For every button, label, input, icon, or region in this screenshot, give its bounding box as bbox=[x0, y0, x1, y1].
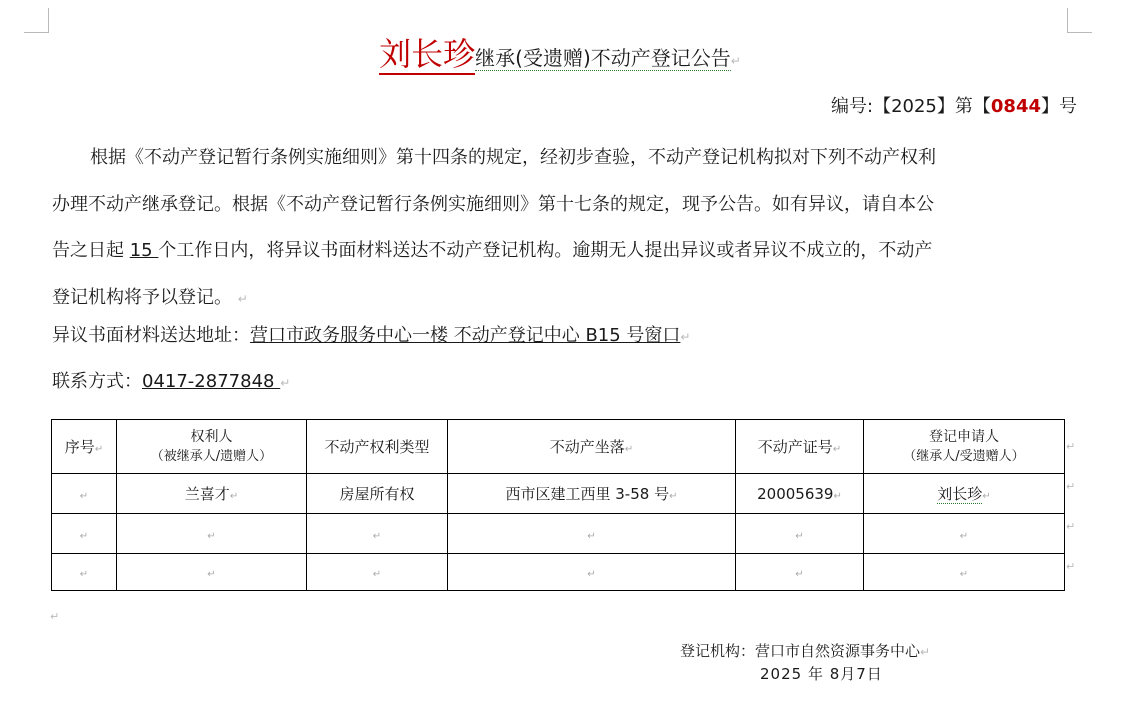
header-location: 不动产坐落↵ bbox=[448, 420, 736, 474]
objection-days: 15 bbox=[129, 240, 159, 261]
table-row bbox=[52, 514, 1065, 554]
cell-right-type: ↵ bbox=[307, 554, 448, 591]
contact-label: 联系方式： bbox=[52, 371, 142, 392]
paragraph-mark: ↵ bbox=[280, 376, 291, 390]
title-text: 继承(受遗赠)不动产登记公告 bbox=[475, 46, 731, 70]
body-line-1: 根据《不动产登记暂行条例实施细则》第十四条的规定，经初步查验，不动产登记机构拟对下列不动产权利 bbox=[90, 147, 936, 168]
address-value: 营口市政务服务中心一楼 不动产登记中心 B15 号窗口 bbox=[250, 325, 681, 346]
body-line-3-post: 个工作日内，将异议书面材料送达不动产登记机构。逾期无人提出异议或者异议不成立的，不动产 bbox=[158, 240, 933, 261]
cell-cert-no: 20005639↵ bbox=[736, 474, 864, 514]
body-line-2: 办理不动产继承登记。根据《不动产登记暂行条例实施细则》第十七条的规定，现予公告。如有异议，请自本公 bbox=[52, 193, 934, 215]
table-row bbox=[52, 554, 1065, 591]
page-corner-mark-top-right bbox=[1067, 8, 1092, 33]
header-seq: 序号↵ bbox=[52, 420, 117, 474]
serial-prefix: 编号:【2025】第【 bbox=[831, 96, 991, 117]
body-line-3 bbox=[52, 228, 1070, 275]
paragraph-mark: ↵ bbox=[50, 610, 60, 623]
cell-seq: ↵ bbox=[52, 514, 117, 554]
row-end-mark: ↵ bbox=[1066, 520, 1076, 533]
title-person-name: 刘长珍 bbox=[379, 35, 476, 73]
page-corner-mark-top-left bbox=[24, 8, 49, 33]
serial-number: 0844 bbox=[990, 96, 1041, 117]
cell-cert-no: ↵ bbox=[736, 554, 864, 591]
cell-location: ↵ bbox=[448, 554, 736, 591]
table-header-row bbox=[52, 420, 1065, 474]
cell-applicant: ↵ bbox=[864, 514, 1065, 554]
paragraph-mark: ↵ bbox=[730, 54, 741, 68]
notice-body-paragraph bbox=[52, 135, 1070, 321]
table-row bbox=[52, 474, 1065, 514]
serial-suffix: 】号 bbox=[1041, 96, 1077, 117]
cell-seq: ↵ bbox=[52, 554, 117, 591]
body-line-4 bbox=[52, 275, 1070, 322]
paragraph-mark: ↵ bbox=[237, 291, 248, 306]
cell-location: ↵ bbox=[448, 514, 736, 554]
cell-applicant: ↵ bbox=[864, 554, 1065, 591]
notice-title bbox=[0, 36, 1120, 72]
row-end-mark: ↵ bbox=[1066, 440, 1076, 453]
contact-value: 0417-2877848 bbox=[142, 371, 281, 392]
registration-table bbox=[51, 419, 1065, 591]
cell-location: 西市区建工西里 3-58 号↵ bbox=[448, 474, 736, 514]
serial-number-line bbox=[831, 92, 1077, 118]
cell-holder: 兰喜才↵ bbox=[117, 474, 307, 514]
row-end-mark: ↵ bbox=[1066, 480, 1076, 493]
cell-cert-no: ↵ bbox=[736, 514, 864, 554]
header-holder: 权利人 （被继承人/遗赠人） bbox=[117, 420, 307, 474]
header-applicant: 登记申请人 （继承人/受遗赠人） bbox=[864, 420, 1065, 474]
cell-holder: ↵ bbox=[117, 514, 307, 554]
cell-right-type: 房屋所有权 bbox=[307, 474, 448, 514]
address-label: 异议书面材料送达地址： bbox=[52, 325, 250, 346]
notice-date: 2025 年 8月7日 bbox=[760, 665, 883, 683]
header-right-type: 不动产权利类型 bbox=[307, 420, 448, 474]
cell-applicant: 刘长珍↵ bbox=[864, 474, 1065, 514]
paragraph-mark: ↵ bbox=[920, 645, 931, 659]
paragraph-mark: ↵ bbox=[680, 330, 691, 344]
cell-right-type: ↵ bbox=[307, 514, 448, 554]
cell-seq: ↵ bbox=[52, 474, 117, 514]
registration-authority: 登记机构：营口市自然资源事务中心↵ bbox=[680, 642, 931, 660]
body-line-4-text: 登记机构将予以登记。 bbox=[52, 286, 232, 308]
row-end-mark: ↵ bbox=[1066, 560, 1076, 573]
body-line-3-pre: 告之日起 bbox=[52, 240, 130, 261]
cell-holder: ↵ bbox=[117, 554, 307, 591]
objection-address-line bbox=[52, 321, 690, 347]
contact-line bbox=[52, 367, 290, 393]
header-cert-no: 不动产证号↵ bbox=[736, 420, 864, 474]
